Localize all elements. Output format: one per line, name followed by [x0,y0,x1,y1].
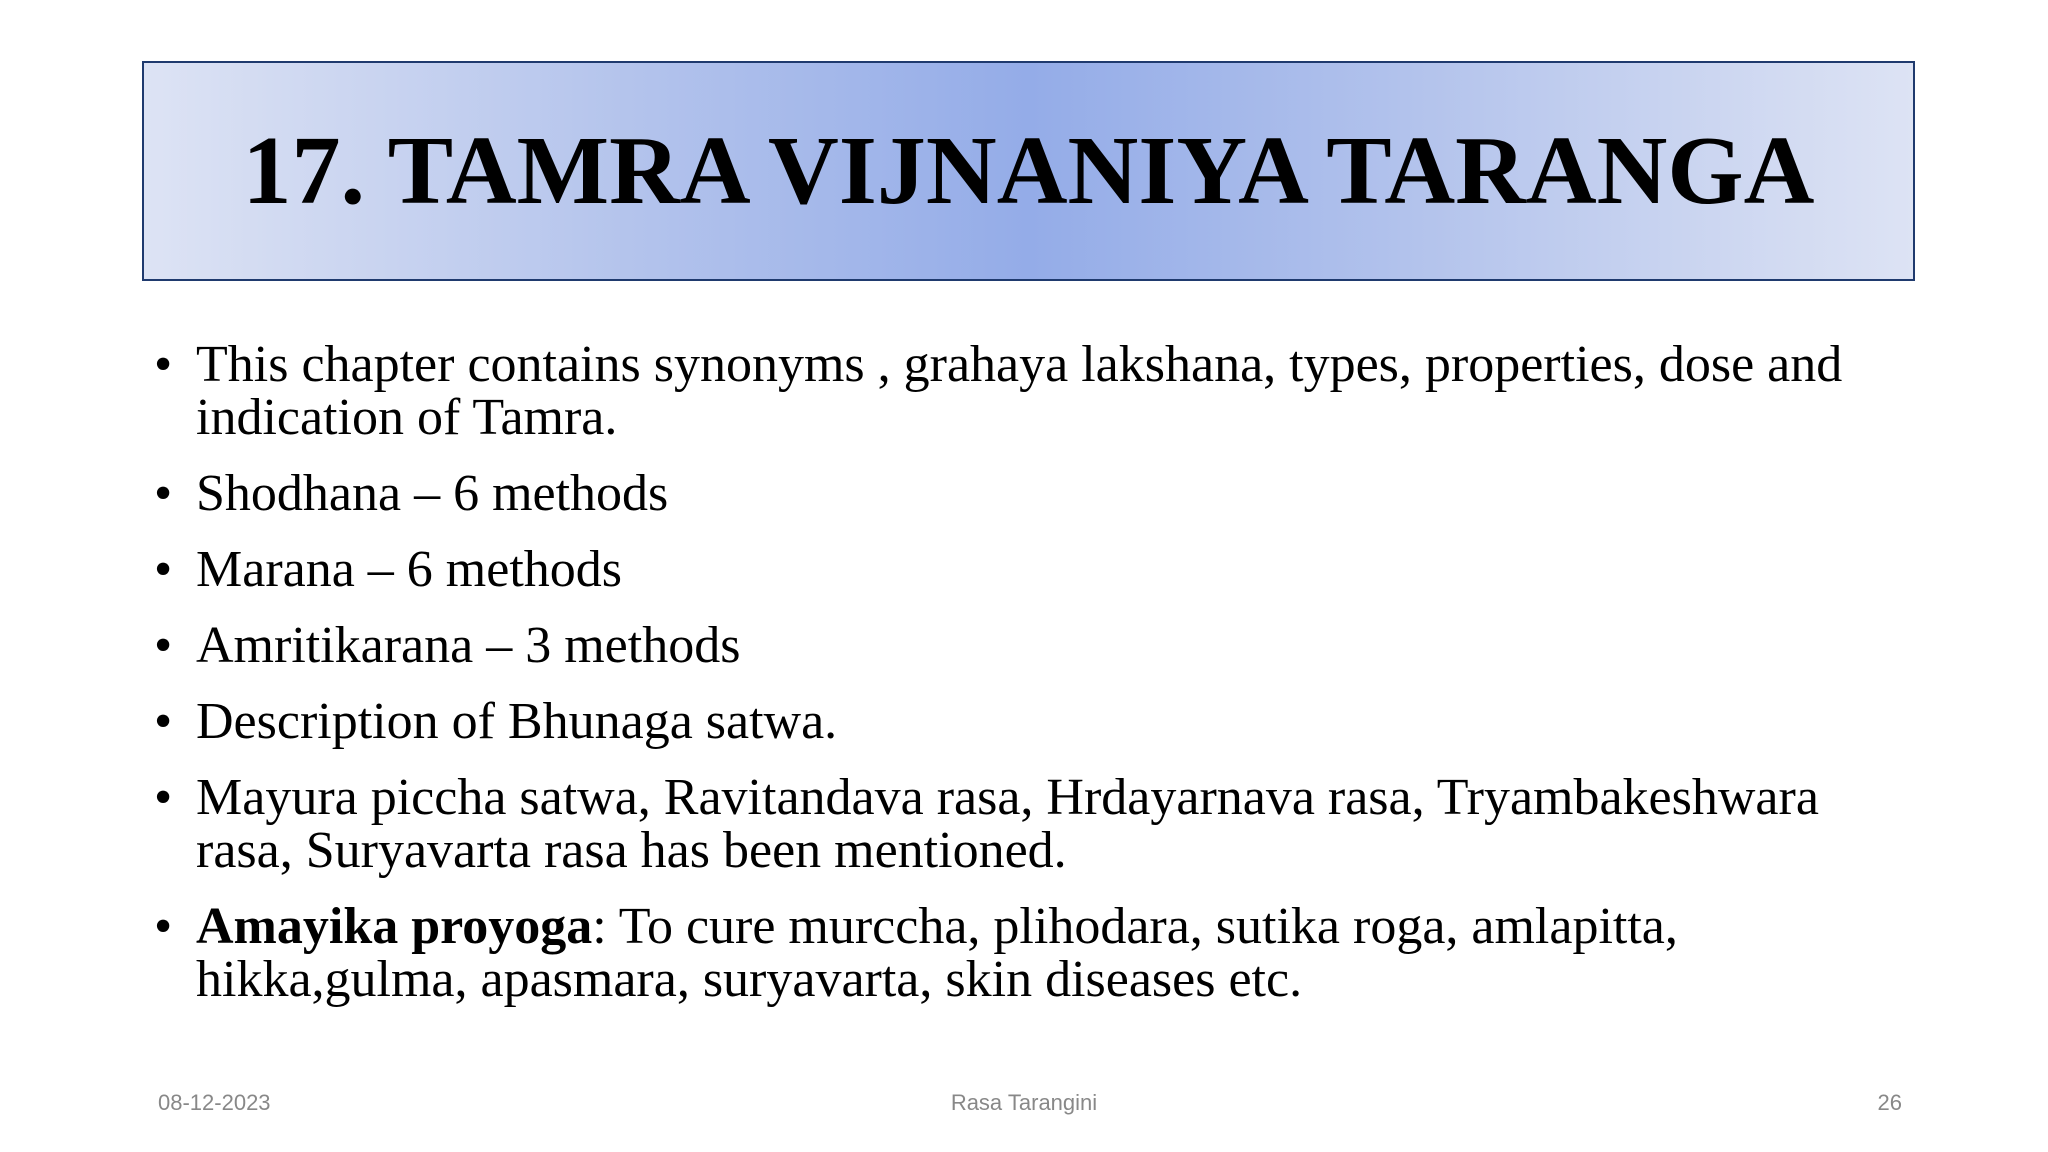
bullet-text: This chapter contains synonyms , grahaya lakshana, types, properties, dose and indication of Tamra. [196,336,1843,446]
bullet-item-2 [150,467,1910,520]
bullet-dot-icon: • [154,336,173,393]
bullet-text: : To cure murccha, plihodara, sutika roga, amlapitta, hikka,gulma, apasmara, suryavarta, skin diseases etc. [196,898,1678,1008]
footer-page-number: 26 [1877,1090,1902,1115]
bullet-dot-icon: • [154,693,173,750]
slide-title: 17. TAMRA VIJNANIYA TARANGA [242,117,1815,225]
bullet-list [150,338,1910,1029]
bullet-item-6 [150,771,1910,877]
bullet-dot-icon: • [154,769,173,826]
bullet-text: Amritikarana – 3 methods [196,617,741,674]
footer-title: Rasa Tarangini [950,1090,1098,1115]
bullet-item-3 [150,543,1910,596]
bullet-item-4 [150,619,1910,672]
footer-date: 08-12-2023 [158,1090,271,1115]
bullet-text: Mayura piccha satwa, Ravitandava rasa, Hrdayarnava rasa, Tryambakeshwara rasa, Suryavarta rasa has been mentioned. [196,769,1819,879]
title-banner [142,61,1915,281]
bullet-dot-icon: • [154,617,173,674]
bullet-dot-icon: • [154,898,173,955]
bullet-dot-icon: • [154,541,173,598]
bullet-text: Marana – 6 methods [196,541,623,598]
bullet-item-1 [150,338,1910,444]
bullet-text: Description of Bhunaga satwa. [196,693,838,750]
bullet-item-5 [150,695,1910,748]
bullet-bold-lead: Amayika proyoga [196,898,593,955]
bullet-dot-icon: • [154,465,173,522]
bullet-item-7 [150,900,1910,1006]
bullet-text: Shodhana – 6 methods [196,465,669,522]
